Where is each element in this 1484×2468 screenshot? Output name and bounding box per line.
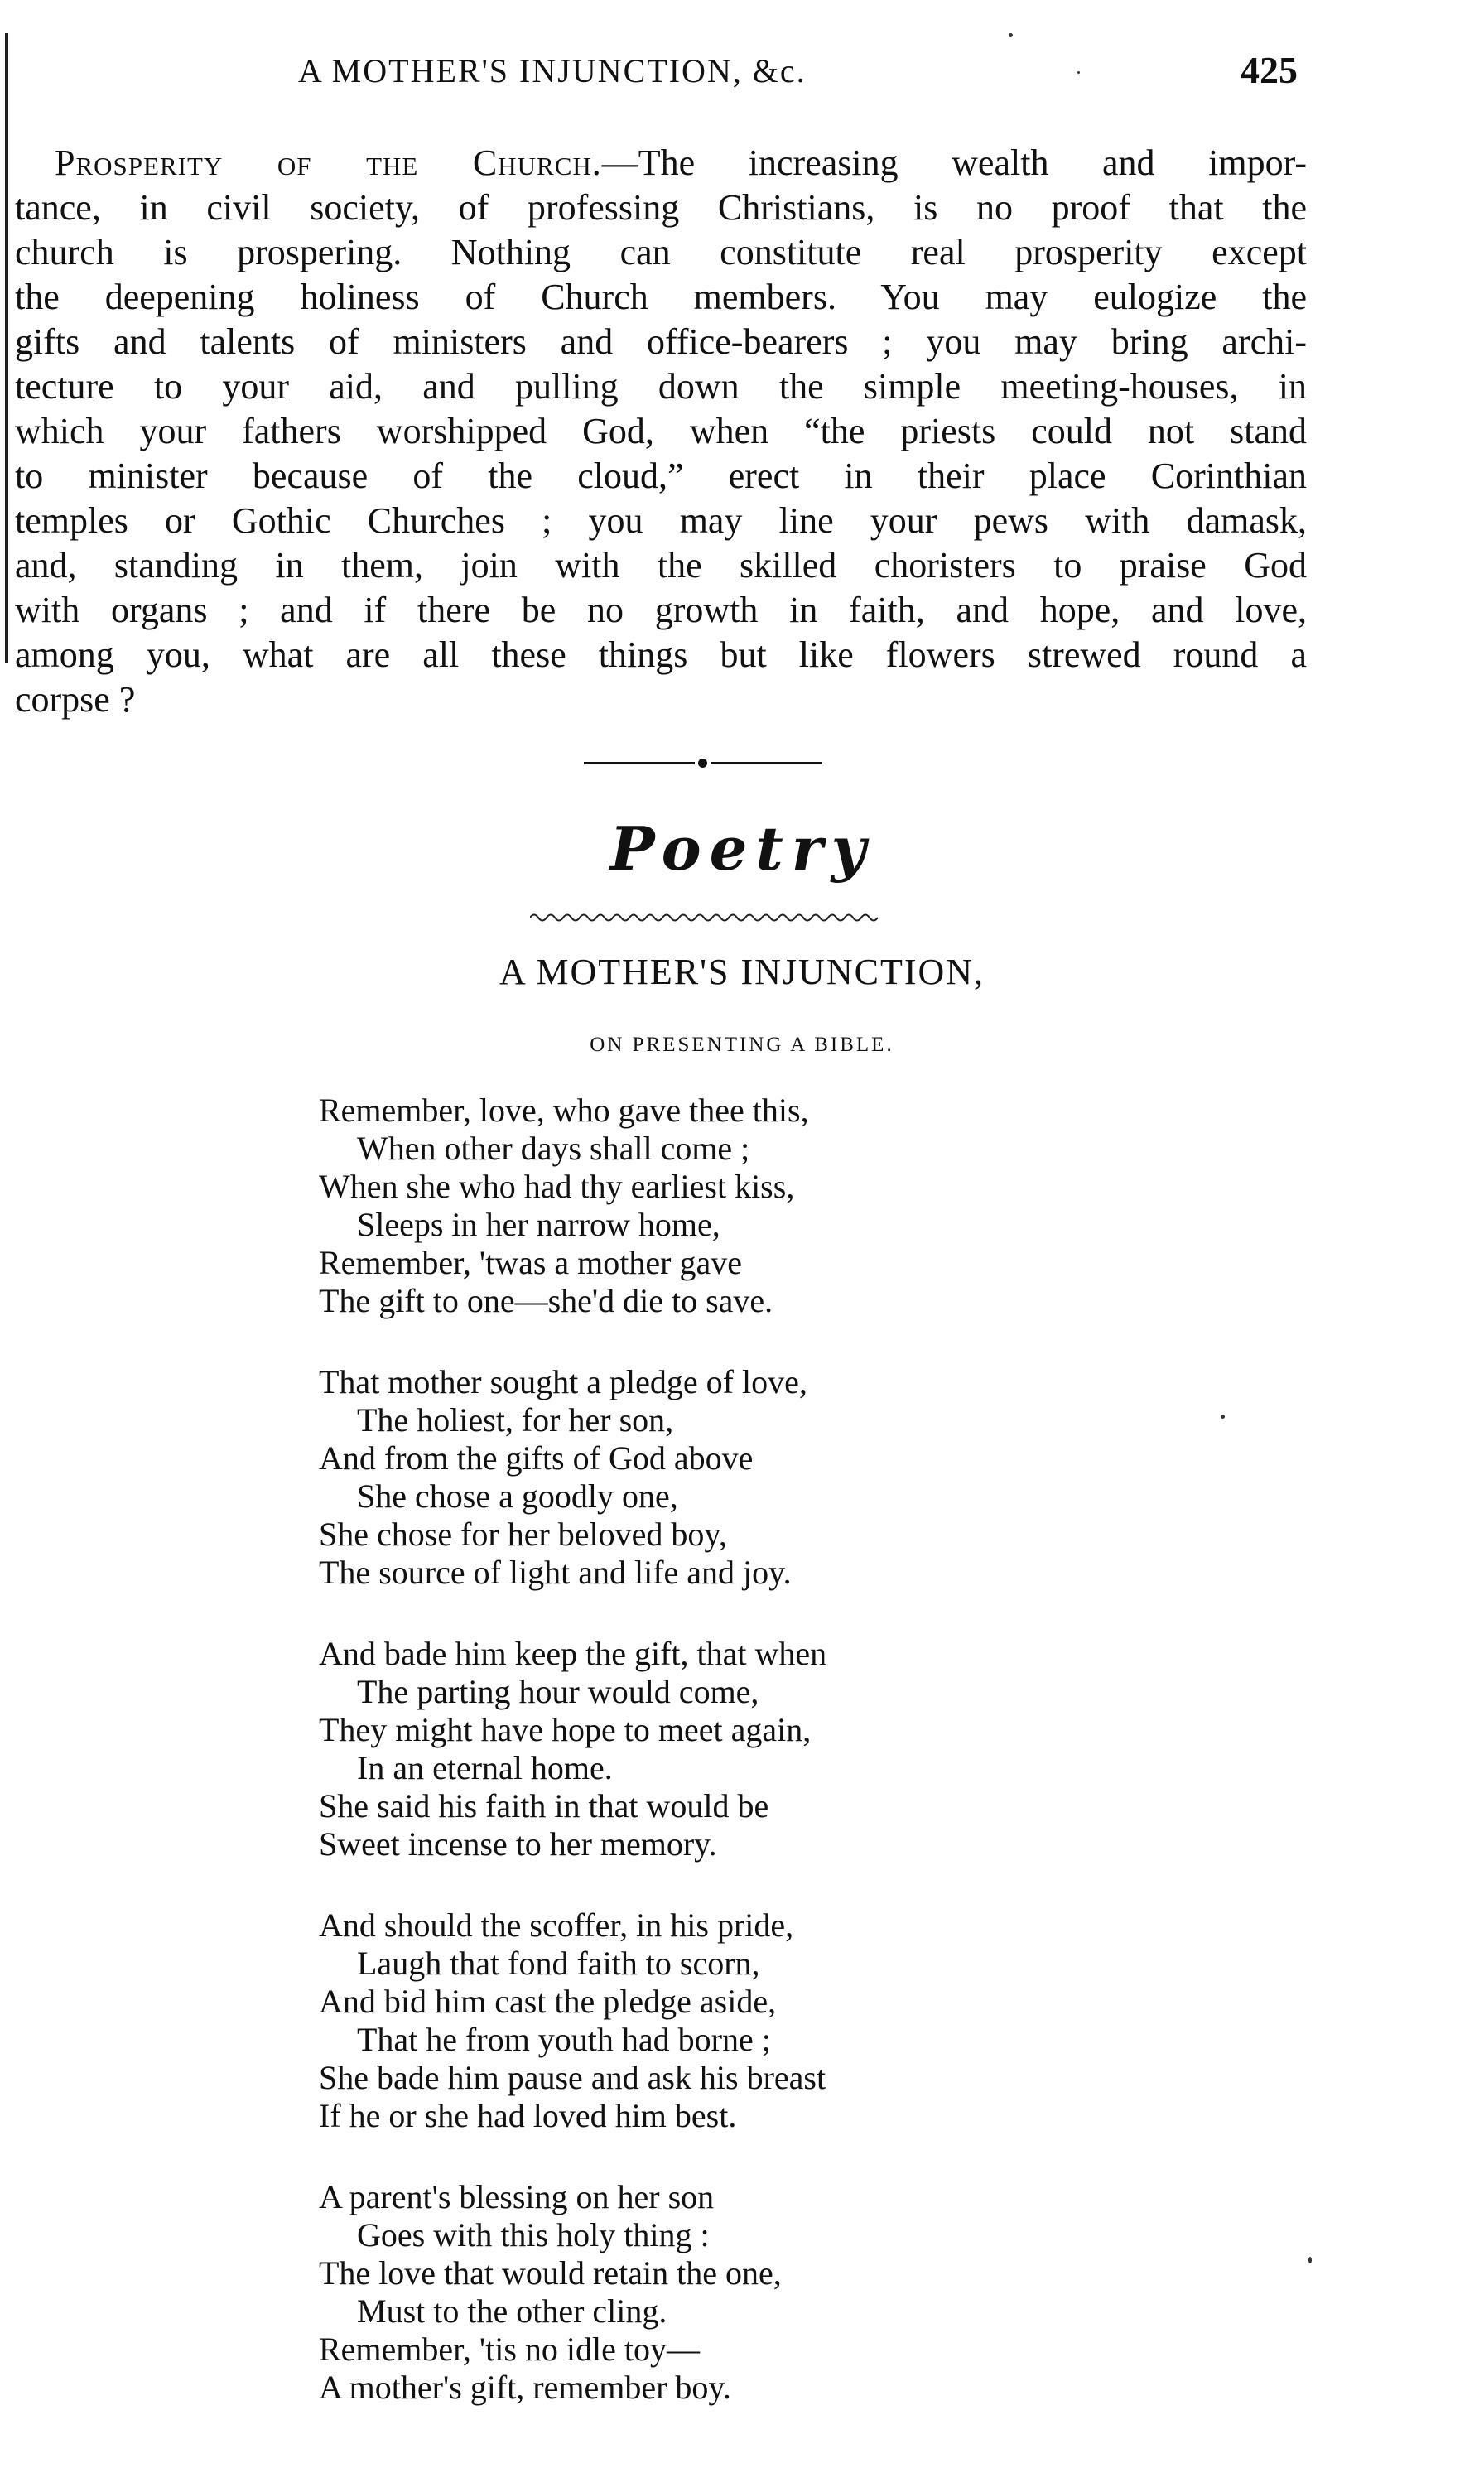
stanza-2 — [319, 1363, 1230, 1592]
article-line: with organs ; and if there be no growth in faith, and hope, and love, — [15, 590, 1307, 630]
margin-rule — [5, 33, 8, 663]
verse-line: The love that would retain the one, — [319, 2254, 782, 2292]
verse-line: A parent's blessing on her son — [319, 2178, 715, 2215]
verse-line: Sweet incense to her memory. — [319, 1825, 717, 1863]
verse-line: A mother's gift, remember boy. — [319, 2369, 731, 2406]
print-speck — [1077, 71, 1080, 74]
article-line: corpse ? — [15, 679, 136, 720]
article-paragraph — [15, 141, 1307, 722]
verse-line: In an eternal home. — [357, 1749, 613, 1786]
section-title: Poetry — [610, 813, 874, 884]
verse-line: The source of light and life and joy. — [319, 1554, 792, 1591]
article-line: church is prospering. Nothing can constitute real prosperity except — [15, 232, 1307, 272]
wavy-rule — [530, 909, 878, 926]
poem-subtitle: ON PRESENTING A BIBLE. — [590, 1034, 894, 1056]
verse-line: Must to the other cling. — [357, 2292, 667, 2330]
verse-line: And should the scoffer, in his pride, — [319, 1906, 794, 1944]
verse-line: The parting hour would come, — [357, 1673, 759, 1710]
verse-line: She said his faith in that would be — [319, 1787, 769, 1824]
poem-title: A MOTHER'S INJUNCTION, — [499, 952, 985, 992]
divider-bar-left — [584, 762, 695, 764]
stanza-5 — [319, 2178, 1230, 2407]
stanza-1 — [319, 1092, 1230, 1320]
verse-line: She chose a goodly one, — [357, 1477, 678, 1515]
print-speck — [1221, 1415, 1225, 1419]
article-line: tance, in civil society, of professing Christians, is no proof that the — [15, 187, 1307, 228]
article-line: and, standing in them, join with the skilled choristers to praise God — [15, 545, 1307, 586]
article-heading: Prosperity of the Church. — [55, 142, 602, 183]
print-speck — [1009, 33, 1013, 37]
article-line: the deepening holiness of Church members. You may eulogize the — [15, 277, 1307, 317]
verse-line: Sleeps in her narrow home, — [357, 1206, 720, 1243]
page-number: 425 — [1241, 49, 1298, 91]
verse-line: If he or she had loved him best. — [319, 2097, 737, 2134]
verse-line: Remember, love, who gave thee this, — [319, 1092, 809, 1129]
verse-line: When other days shall come ; — [357, 1130, 750, 1167]
verse-line: Remember, 'tis no idle toy— — [319, 2331, 700, 2368]
running-title: A MOTHER'S INJUNCTION, &c. — [298, 52, 807, 89]
verse-line: And bade him keep the gift, that when — [319, 1635, 827, 1672]
verse-line: That he from youth had borne ; — [357, 2021, 771, 2058]
poem — [319, 1092, 1230, 2450]
verse-line: They might have hope to meet again, — [319, 1711, 812, 1748]
print-speck — [1308, 2257, 1312, 2263]
article-line — [15, 141, 1307, 186]
verse-line: And bid him cast the pledge aside, — [319, 1983, 777, 2020]
article-line-text: —The increasing wealth and impor- — [601, 142, 1308, 183]
article-line: gifts and talents of ministers and office-bearers ; you may bring archi- — [15, 321, 1307, 362]
article-line: tecture to your aid, and pulling down the simple meeting-houses, in — [15, 366, 1307, 407]
verse-line: The gift to one—she'd die to save. — [319, 1282, 773, 1319]
stanza-4 — [319, 1906, 1230, 2135]
divider-dot — [698, 759, 707, 768]
verse-line: And from the gifts of God above — [319, 1439, 754, 1477]
verse-line: Goes with this holy thing : — [357, 2216, 710, 2253]
verse-line: That mother sought a pledge of love, — [319, 1363, 807, 1400]
verse-line: She bade him pause and ask his breast — [319, 2059, 826, 2096]
verse-line: The holiest, for her son, — [357, 1401, 674, 1439]
verse-line: When she who had thy earliest kiss, — [319, 1168, 795, 1205]
verse-line: She chose for her beloved boy, — [319, 1516, 727, 1553]
divider-bar-right — [711, 762, 822, 764]
stanza-3 — [319, 1635, 1230, 1863]
verse-line: Remember, 'twas a mother gave — [319, 1244, 742, 1281]
article-line: to minister because of the cloud,” erect in their place Corinthian — [15, 456, 1307, 496]
article-line: temples or Gothic Churches ; you may line your pews with damask, — [15, 500, 1307, 541]
article-line: among you, what are all these things but like flowers strewed round a — [15, 634, 1307, 675]
section-divider — [584, 758, 822, 768]
verse-line: Laugh that fond faith to scorn, — [357, 1945, 760, 1982]
article-line: which your fathers worshipped God, when “the priests could not stand — [15, 411, 1307, 451]
